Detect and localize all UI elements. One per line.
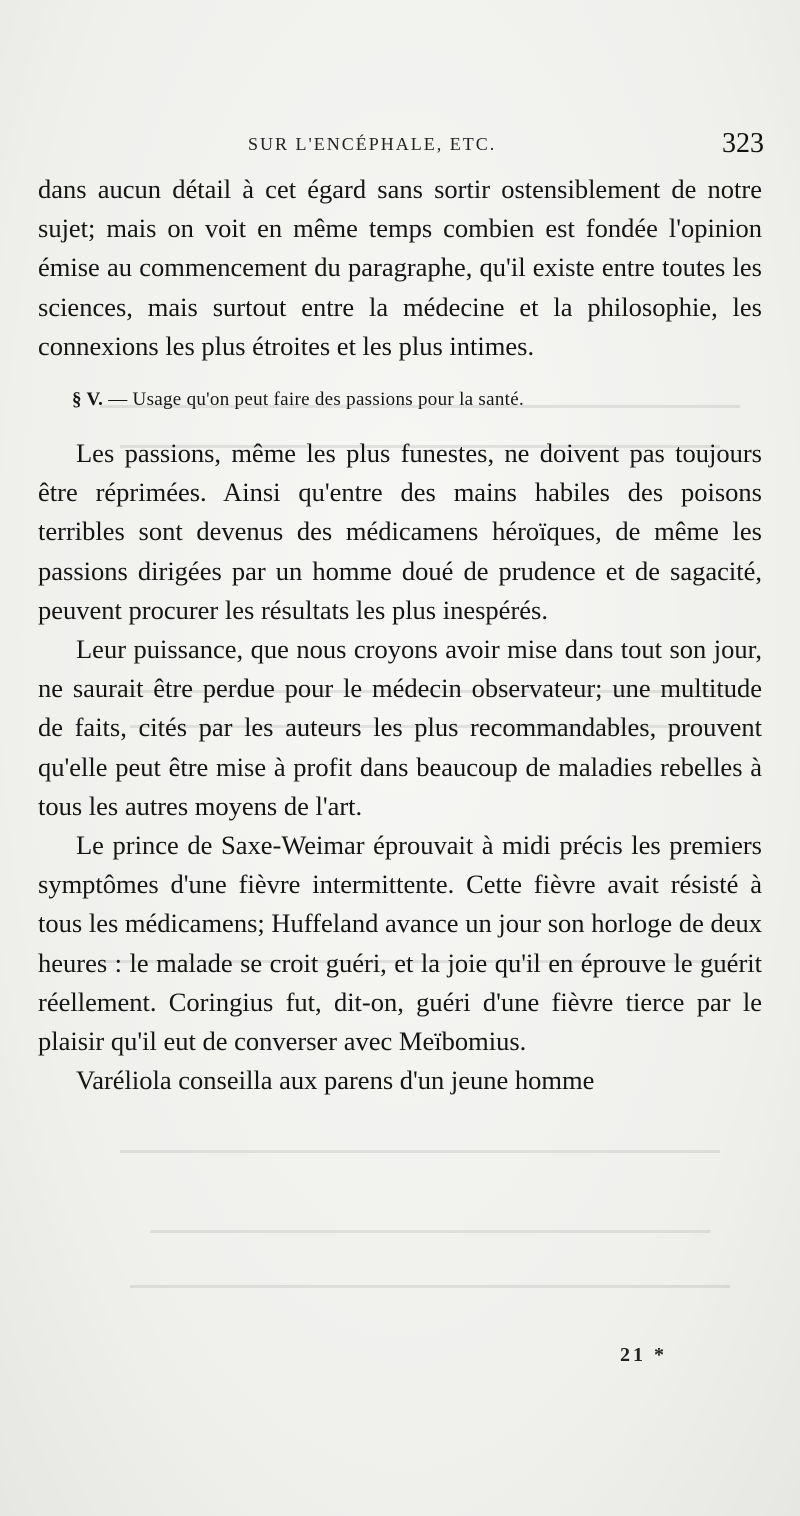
page-header <box>48 128 764 168</box>
paragraph-passions: Les passions, même les plus funestes, ne doivent pas toujours être réprimées. Ainsi qu'entre des mains habiles des poisons terribles sont devenus des médicamens héroïques, de même les passions dirigées par un homme doué de prudence et de sagacité, peuvent procurer les résultats les plus inespérés. <box>38 438 762 625</box>
signature-mark: 21 * <box>620 1344 667 1366</box>
section-title: — Usage qu'on peut faire des passions pour la santé. <box>108 389 525 411</box>
paragraph-saxe-weimar: Le prince de Saxe-Weimar éprouvait à midi précis les premiers symptômes d'une fièvre intermittente. Cette fièvre avait résisté à tous les médicamens; Huffeland avance un jour son horloge de deux heures : le malade se croit guéri, et la joie qu'il en éprouve le guérit réellement. Coringius fut, dit-on, guéri d'une fièvre tierce par le plaisir qu'il eut de converser avec Meïbomius. <box>38 830 762 1057</box>
page-number: 323 <box>722 128 764 159</box>
section-number: § V. <box>72 389 104 411</box>
paragraph-continuation: dans aucun détail à cet égard sans sortir ostensiblement de notre sujet; mais on voit en même temps combien est fondée l'opinion émise au commencement du paragraphe, qu'il existe entre toutes les sciences, mais surtout entre la médecine et la philosophie, les connexions les plus étroites et les plus intimes. <box>38 174 762 361</box>
body-text <box>38 170 762 1100</box>
paragraph-puissance: Leur puissance, que nous croyons avoir mise dans tout son jour, ne saurait être perdue pour le médecin observateur; une multitude de faits, cités par les auteurs les plus recommandables, prouvent qu'elle peut être mise à profit dans beaucoup de maladies rebelles à tous les autres moyens de l'art. <box>38 634 762 821</box>
paragraph-vareliola: Varéliola conseilla aux parens d'un jeune homme <box>76 1065 595 1096</box>
running-head: SUR L'ENCÉPHALE, ETC. <box>248 134 497 154</box>
section-heading <box>38 388 762 412</box>
